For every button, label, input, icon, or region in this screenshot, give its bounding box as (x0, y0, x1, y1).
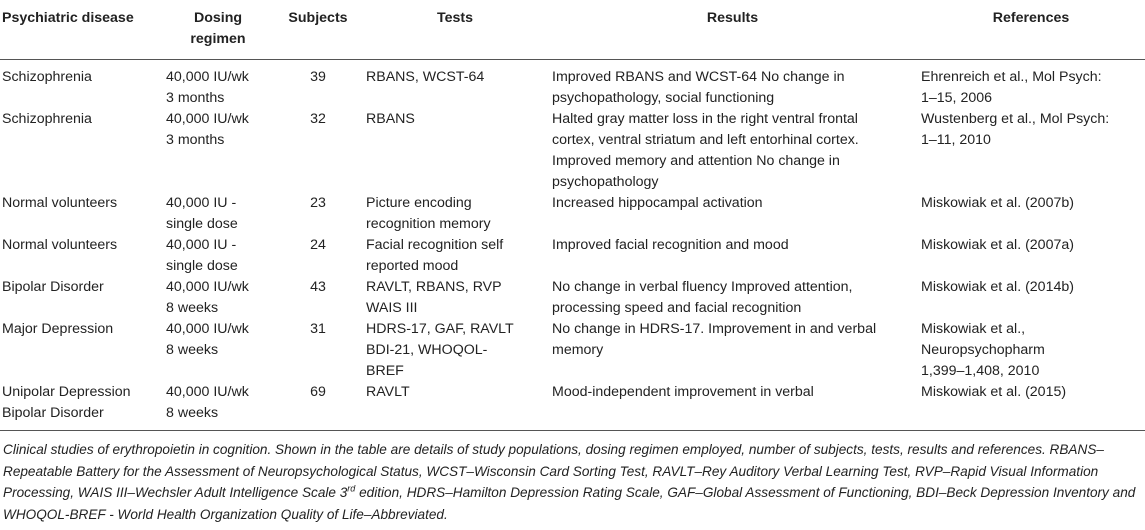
results-cell-line: memory (552, 342, 604, 358)
results-cell (548, 319, 917, 382)
table-body (0, 60, 1145, 431)
tests-cell-line: HDRS-17, GAF, RAVLT (366, 321, 514, 337)
tests-cell (362, 193, 548, 235)
dosing-cell-line: single dose (166, 258, 238, 274)
tests-cell-line: recognition memory (366, 216, 491, 232)
caption-superscript: rd (347, 483, 356, 494)
results-cell (548, 382, 917, 430)
disease-cell-line: Schizophrenia (2, 111, 92, 127)
references-cell-line: Neuropsychopharm (921, 342, 1045, 358)
tests-cell-line: WAIS III (366, 300, 418, 316)
dosing-cell (162, 382, 274, 430)
results-cell (548, 235, 917, 277)
header-subjects: Subjects (274, 0, 362, 60)
references-cell-line: 1,399–1,408, 2010 (921, 363, 1040, 379)
header-row (0, 0, 1145, 60)
subjects-cell: 39 (310, 69, 326, 85)
tests-cell (362, 277, 548, 319)
results-cell (548, 109, 917, 193)
dosing-cell (162, 60, 274, 110)
references-cell-line: Miskowiak et al. (2014b) (921, 279, 1074, 295)
disease-cell (0, 193, 162, 235)
tests-cell (362, 319, 548, 382)
references-cell-line: Miskowiak et al., (921, 321, 1026, 337)
dosing-cell-line: 8 weeks (166, 405, 219, 421)
table-header (0, 0, 1145, 60)
dosing-cell-line: 40,000 IU/wk (166, 279, 249, 295)
dosing-cell (162, 109, 274, 193)
results-cell-line: processing speed and facial recognition (552, 300, 802, 316)
subjects-cell: 43 (310, 279, 326, 295)
results-cell (548, 277, 917, 319)
results-cell-line: Halted gray matter loss in the right ventral frontal (552, 111, 858, 127)
dosing-cell-line: 3 months (166, 132, 225, 148)
dosing-cell (162, 193, 274, 235)
references-cell-line: Ehrenreich et al., Mol Psych: (921, 69, 1102, 85)
tests-cell-line: RAVLT (366, 384, 410, 400)
table-caption (0, 431, 1145, 525)
subjects-cell: 69 (310, 384, 326, 400)
disease-cell (0, 235, 162, 277)
results-cell-line: psychopathology, social functioning (552, 90, 775, 106)
caption-text-continued: edition, HDRS–Hamilton Depression Rating Scale, GAF–Global Assessment of Functioning, BDI–Beck Depression Inventory and WHOQOL-BREF - World Health Organization Quality of Life–Abbreviated. (3, 485, 1136, 522)
caption-text: Clinical studies of erythropoietin in cognition. Shown in the table are details of study populations, dosing regimen employed, number of subjects, tests, results and references. RBANS–Repeatable Battery for the Assessment of Neuropsychological Status, WCST–Wisconsin Card Sorting Test, RAVLT–Rey Auditory Verbal Learning Test, RVP–Rapid Visual Information Processing, WAIS III–Wechsler Adult Intelligence Scale 3 (3, 442, 1104, 500)
tests-cell-line: BREF (366, 363, 404, 379)
dosing-cell (162, 319, 274, 382)
results-cell-line: Improved memory and attention No change in (552, 153, 840, 169)
results-cell (548, 60, 917, 110)
dosing-cell-line: 40,000 IU - (166, 237, 237, 253)
disease-cell-line: Bipolar Disorder (2, 405, 104, 421)
table-row (0, 277, 1145, 319)
disease-cell (0, 319, 162, 382)
header-results: Results (548, 0, 917, 60)
results-cell-line: Increased hippocampal activation (552, 195, 763, 211)
subjects-cell: 23 (310, 195, 326, 211)
disease-cell-line: Major Depression (2, 321, 114, 337)
tests-cell-line: RBANS (366, 111, 415, 127)
results-cell-line: No change in verbal fluency Improved attention, (552, 279, 853, 295)
dosing-cell-line: single dose (166, 216, 238, 232)
results-cell-line: cortex, ventral striatum and left entorhinal cortex. (552, 132, 859, 148)
references-cell-line: Miskowiak et al. (2015) (921, 384, 1067, 400)
dosing-cell-line: 8 weeks (166, 300, 219, 316)
results-cell-line: Improved facial recognition and mood (552, 237, 789, 253)
results-cell-line: No change in HDRS-17. Improvement in and verbal (552, 321, 877, 337)
tests-cell-line: Picture encoding (366, 195, 472, 211)
references-cell (917, 235, 1145, 277)
disease-cell-line: Bipolar Disorder (2, 279, 104, 295)
references-cell-line: Miskowiak et al. (2007b) (921, 195, 1074, 211)
tests-cell-line: RBANS, WCST-64 (366, 69, 485, 85)
dosing-cell-line: 3 months (166, 90, 225, 106)
subjects-cell: 24 (310, 237, 326, 253)
dosing-cell (162, 235, 274, 277)
disease-cell (0, 382, 162, 430)
tests-cell-line: Facial recognition self (366, 237, 504, 253)
tests-cell-line: BDI-21, WHOQOL- (366, 342, 488, 358)
results-cell-line: Improved RBANS and WCST-64 No change in (552, 69, 845, 85)
disease-cell-line: Normal volunteers (2, 195, 118, 211)
dosing-cell (162, 277, 274, 319)
references-cell-line: 1–11, 2010 (921, 132, 991, 148)
table-row (0, 382, 1145, 430)
dosing-cell-line: 40,000 IU/wk (166, 69, 249, 85)
table-row (0, 60, 1145, 110)
header-dosing-regimen-label: Dosing regimen (190, 10, 246, 47)
references-cell (917, 193, 1145, 235)
tests-cell (362, 235, 548, 277)
table-row (0, 319, 1145, 382)
dosing-cell-line: 8 weeks (166, 342, 219, 358)
dosing-cell-line: 40,000 IU/wk (166, 384, 249, 400)
disease-cell (0, 109, 162, 193)
results-cell-line: psychopathology (552, 174, 659, 190)
disease-cell (0, 60, 162, 110)
header-psychiatric-disease: Psychiatric disease (0, 0, 162, 60)
tests-cell (362, 109, 548, 193)
tests-cell-line: reported mood (366, 258, 459, 274)
table-row (0, 235, 1145, 277)
subjects-cell: 31 (310, 321, 326, 337)
references-cell (917, 382, 1145, 430)
references-cell-line: Wustenberg et al., Mol Psych: (921, 111, 1110, 127)
table-row (0, 109, 1145, 193)
dosing-cell-line: 40,000 IU/wk (166, 111, 249, 127)
results-cell (548, 193, 917, 235)
disease-cell (0, 277, 162, 319)
header-references: References (917, 0, 1145, 60)
tests-cell (362, 60, 548, 110)
disease-cell-line: Unipolar Depression (2, 384, 131, 400)
header-tests: Tests (362, 0, 548, 60)
references-cell (917, 277, 1145, 319)
references-cell-line: Miskowiak et al. (2007a) (921, 237, 1074, 253)
table-row (0, 193, 1145, 235)
subjects-cell: 32 (310, 111, 326, 127)
header-dosing-regimen (162, 0, 274, 60)
references-cell (917, 60, 1145, 110)
results-cell-line: Mood-independent improvement in verbal (552, 384, 814, 400)
references-cell (917, 109, 1145, 193)
references-cell-line: 1–15, 2006 (921, 90, 993, 106)
references-cell (917, 319, 1145, 382)
tests-cell-line: RAVLT, RBANS, RVP (366, 279, 502, 295)
dosing-cell-line: 40,000 IU - (166, 195, 237, 211)
tests-cell (362, 382, 548, 430)
dosing-cell-line: 40,000 IU/wk (166, 321, 249, 337)
disease-cell-line: Schizophrenia (2, 69, 92, 85)
disease-cell-line: Normal volunteers (2, 237, 118, 253)
